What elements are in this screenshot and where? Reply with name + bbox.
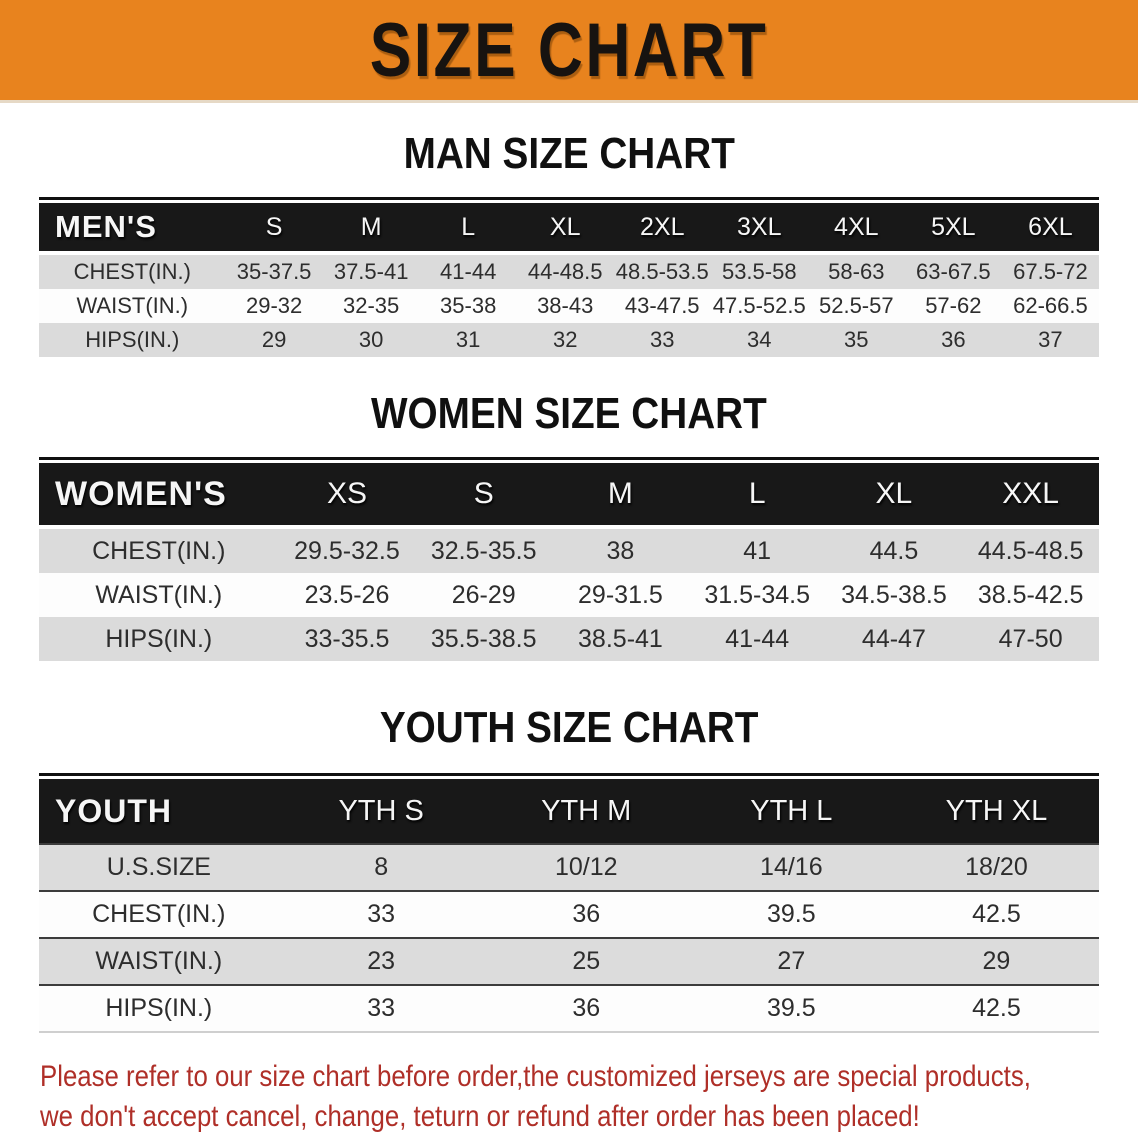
- youth-size-chart-title: [0, 703, 1138, 753]
- row-label: WAIST(IN.): [76, 293, 189, 318]
- value-cell: 33: [279, 891, 484, 938]
- value-cell: 67.5-72: [1002, 253, 1099, 289]
- size-column-header: S: [226, 203, 323, 253]
- size-column-header: YTH S: [279, 779, 484, 844]
- table-title-cell: MEN'S: [39, 203, 226, 253]
- value-cell: 29: [261, 327, 287, 352]
- man-size-chart-title-text: MAN SIZE CHART: [403, 129, 735, 178]
- size-column-header: M: [552, 463, 689, 527]
- value-cell: 41-44: [725, 624, 790, 653]
- table-title-cell: YOUTH: [39, 779, 279, 844]
- value-cell: 37: [1038, 327, 1063, 352]
- value-cell: 44.5-48.5: [962, 527, 1099, 573]
- youth-size-chart-title-text: YOUTH SIZE CHART: [379, 703, 759, 752]
- table-row: [39, 844, 1099, 891]
- size-column-header: YTH XL: [894, 779, 1099, 844]
- value-cell: 53.5-58: [711, 253, 808, 289]
- row-label: CHEST(IN.): [39, 527, 279, 573]
- value-cell: 23.5-26: [304, 580, 390, 609]
- table-header-row: [39, 779, 1099, 844]
- value-cell: 23: [279, 938, 484, 985]
- value-cell: 48.5-53.5: [614, 253, 711, 289]
- table-row: [39, 253, 1099, 289]
- size-column-header: XS: [279, 463, 416, 527]
- table-row: [39, 985, 1099, 1031]
- size-column-header: L: [689, 463, 826, 527]
- value-cell: 31.5-34.5: [704, 580, 810, 609]
- size-chart-banner: [0, 0, 1138, 103]
- value-cell: 38.5-41: [578, 624, 663, 653]
- value-cell: 41-44: [420, 253, 517, 289]
- value-cell: 38.5-42.5: [977, 580, 1084, 609]
- value-cell: 44-48.5: [517, 253, 614, 289]
- size-column-header: M: [323, 203, 420, 253]
- value-cell: 14/16: [689, 844, 894, 891]
- value-cell: 33: [649, 327, 675, 352]
- table-row: [39, 323, 1099, 357]
- size-column-header: 2XL: [614, 203, 711, 253]
- value-cell: 32-35: [343, 293, 400, 318]
- value-cell: 25: [484, 938, 689, 985]
- value-cell: 33: [279, 985, 484, 1031]
- value-cell: 47-50: [998, 624, 1063, 653]
- value-cell: 30: [358, 327, 384, 352]
- value-cell: 58-63: [808, 253, 905, 289]
- value-cell: 36: [941, 327, 966, 352]
- value-cell: 36: [484, 985, 689, 1031]
- value-cell: 29-31.5: [578, 580, 663, 609]
- value-cell: 37.5-41: [323, 253, 420, 289]
- size-column-header: YTH L: [689, 779, 894, 844]
- value-cell: 34: [747, 327, 772, 352]
- value-cell: 35-38: [440, 293, 497, 318]
- value-cell: 39.5: [689, 891, 894, 938]
- men-size-table: [39, 203, 1099, 357]
- banner-title: SIZE CHART: [369, 7, 769, 93]
- value-cell: 31: [455, 327, 481, 352]
- disclaimer-line-2: we don't accept cancel, change, teturn or refund after order has been placed!: [40, 1100, 920, 1133]
- table-row: [39, 573, 1099, 617]
- value-cell: 34.5-38.5: [841, 580, 947, 609]
- value-cell: 44-47: [861, 624, 926, 653]
- value-cell: 29.5-32.5: [279, 527, 416, 573]
- youth-size-table-wrap: [39, 773, 1099, 1033]
- disclaimer: [40, 1057, 1138, 1137]
- value-cell: 42.5: [894, 891, 1099, 938]
- women-size-table: [39, 463, 1099, 661]
- value-cell: 39.5: [689, 985, 894, 1031]
- table-row: [39, 527, 1099, 573]
- size-column-header: L: [420, 203, 517, 253]
- value-cell: 35: [844, 327, 869, 352]
- women-size-chart-title: [0, 389, 1138, 439]
- size-column-header: XL: [826, 463, 963, 527]
- table-row: [39, 891, 1099, 938]
- women-size-chart-title-text: WOMEN SIZE CHART: [371, 389, 767, 438]
- disclaimer-line-1: Please refer to our size chart before order,the customized jerseys are special products,: [40, 1060, 1031, 1093]
- row-label: U.S.SIZE: [39, 844, 279, 891]
- row-label: HIPS(IN.): [39, 985, 279, 1031]
- value-cell: 52.5-57: [818, 293, 894, 318]
- size-column-header: 6XL: [1002, 203, 1099, 253]
- row-label: WAIST(IN.): [95, 580, 223, 609]
- women-size-table-wrap: [39, 457, 1099, 661]
- value-cell: 38: [552, 527, 689, 573]
- man-size-chart-title: [0, 129, 1138, 179]
- table-row: [39, 289, 1099, 323]
- size-column-header: XL: [517, 203, 614, 253]
- value-cell: 35.5-38.5: [430, 624, 537, 653]
- youth-size-table: [39, 779, 1099, 1031]
- value-cell: 42.5: [894, 985, 1099, 1031]
- size-column-header: 5XL: [905, 203, 1002, 253]
- size-column-header: 4XL: [808, 203, 905, 253]
- value-cell: 32: [552, 327, 578, 352]
- row-label: CHEST(IN.): [39, 253, 226, 289]
- value-cell: 41: [689, 527, 826, 573]
- table-header-row: [39, 463, 1099, 527]
- value-cell: 18/20: [894, 844, 1099, 891]
- value-cell: 35-37.5: [226, 253, 323, 289]
- value-cell: 62-66.5: [1013, 293, 1088, 318]
- value-cell: 27: [689, 938, 894, 985]
- table-title-cell: WOMEN'S: [39, 463, 279, 527]
- value-cell: 29-32: [245, 293, 303, 318]
- value-cell: 32.5-35.5: [415, 527, 552, 573]
- value-cell: 8: [279, 844, 484, 891]
- value-cell: 63-67.5: [905, 253, 1002, 289]
- value-cell: 29: [894, 938, 1099, 985]
- row-label: CHEST(IN.): [39, 891, 279, 938]
- value-cell: 10/12: [484, 844, 689, 891]
- value-cell: 44.5: [826, 527, 963, 573]
- table-row: [39, 617, 1099, 661]
- row-label: HIPS(IN.): [85, 327, 180, 352]
- value-cell: 33-35.5: [304, 624, 390, 653]
- value-cell: 26-29: [451, 580, 516, 609]
- value-cell: 57-62: [925, 293, 982, 318]
- men-size-table-wrap: [39, 197, 1099, 357]
- size-column-header: S: [415, 463, 552, 527]
- value-cell: 38-43: [537, 293, 594, 318]
- row-label: WAIST(IN.): [39, 938, 279, 985]
- size-column-header: XXL: [962, 463, 1099, 527]
- row-label: HIPS(IN.): [105, 624, 213, 653]
- size-column-header: YTH M: [484, 779, 689, 844]
- value-cell: 43-47.5: [624, 293, 700, 318]
- table-row: [39, 938, 1099, 985]
- size-column-header: 3XL: [711, 203, 808, 253]
- table-header-row: [39, 203, 1099, 253]
- value-cell: 47.5-52.5: [712, 293, 806, 318]
- value-cell: 36: [484, 891, 689, 938]
